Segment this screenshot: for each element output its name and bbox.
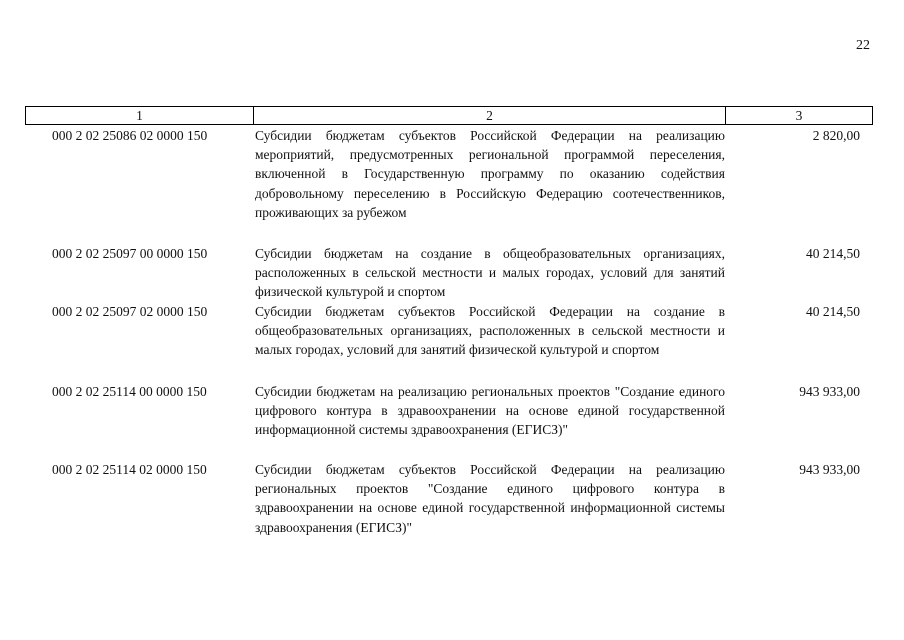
column-header-2: 2 — [254, 107, 726, 125]
column-header-1: 1 — [26, 107, 254, 125]
row-code: 000 2 02 25097 00 0000 150 — [52, 246, 208, 261]
row-description: Субсидии бюджетам на создание в общеобразовательных организациях, расположенных в сельской местности и малых городах, условий для занятий физической культурой и спортом — [255, 246, 725, 300]
row-amount: 943 933,00 — [799, 462, 860, 477]
row-code: 000 2 02 25114 00 0000 150 — [52, 384, 207, 399]
table-row — [25, 302, 872, 382]
row-code: 000 2 02 25097 02 0000 150 — [52, 304, 208, 319]
table-row — [25, 126, 872, 244]
column-header-table — [25, 106, 873, 125]
row-amount: 40 214,50 — [806, 246, 860, 261]
page-number: 22 — [856, 38, 870, 53]
table-row — [25, 382, 872, 460]
row-description: Субсидии бюджетам субъектов Российской Федерации на реализацию региональных проектов "Создание единого цифрового контура в здравоохранении на основе единой государственной информационной системы здравоохранения (ЕГИСЗ)" — [255, 462, 725, 535]
row-description: Субсидии бюджетам субъектов Российской Федерации на реализацию мероприятий, предусмотренных региональной программой переселения, включенной в Государственную программу по оказанию содействия добровольному переселению в Российскую Федерацию соотечественников, проживающих за рубежом — [255, 128, 725, 220]
column-header-3: 3 — [726, 107, 873, 125]
row-amount: 2 820,00 — [812, 128, 860, 143]
table-body — [25, 126, 872, 540]
row-description: Субсидии бюджетам на реализацию региональных проектов "Создание единого цифрового контура в здравоохранении на основе единой государственной информационной системы здравоохранения (ЕГИСЗ)" — [255, 384, 725, 438]
row-amount: 943 933,00 — [799, 384, 860, 399]
column-header-row — [26, 107, 873, 125]
table-row — [25, 460, 872, 540]
row-description: Субсидии бюджетам субъектов Российской Федерации на создание в общеобразовательных организациях, расположенных в сельской местности и малых городах, условий для занятий физической культурой и спортом — [255, 304, 725, 358]
row-code: 000 2 02 25114 02 0000 150 — [52, 462, 207, 477]
row-code: 000 2 02 25086 02 0000 150 — [52, 128, 208, 143]
row-amount: 40 214,50 — [806, 304, 860, 319]
table-row — [25, 244, 872, 302]
